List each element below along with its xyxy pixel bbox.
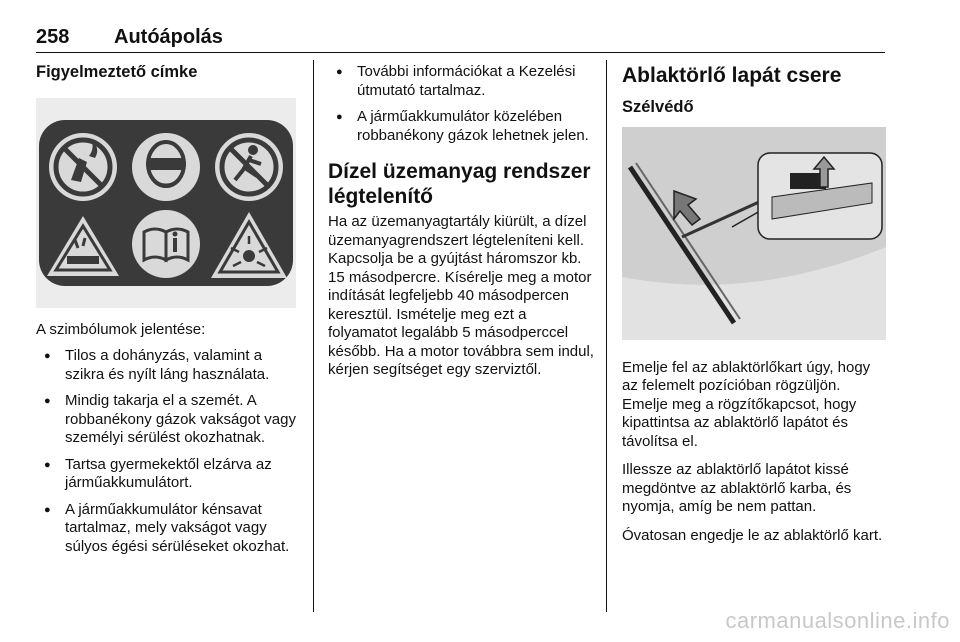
column-2 [328, 63, 594, 380]
windshield-subheading: Szélvédő [622, 98, 694, 116]
symbols-list [36, 347, 304, 556]
wiper-blade-illustration [622, 127, 886, 340]
section-title: Autóápolás [114, 26, 223, 48]
symbols-intro: A szimbólumok jelentése: [36, 320, 206, 338]
read-manual-icon [132, 210, 200, 278]
info-list [328, 63, 594, 145]
keep-away-from-children-icon [215, 133, 283, 201]
wiper-step-2: Illessze az ablaktörlő lapátot kissé megdöntve az ablaktörlő karba, és nyomja, amíg be nem pattan. [622, 461, 852, 515]
diesel-section-body: Ha az üzemanyagtartály kiürült, a dízel üzemanyagrendszert légteleníteni kell. Kapcsolja be a gyújtást háromszor kb. 15 másodpercre. Kísérelje meg a motor indítását legfeljebb 40 másodpercen keresztül. Ismételje meg ezt a folyamatot legalább 5 másodperccel később. Ha a motor továbbra sem indul, kérjen segítséget egy szerviztől. [328, 213, 594, 378]
list-item: ● További információkat a Kezelési útmutató tartalmaz. [328, 63, 594, 100]
eye-protection-icon [132, 133, 200, 201]
column-divider-1 [313, 60, 314, 612]
column-1 [36, 63, 304, 556]
wiper-step-3: Óvatosan engedje le az ablaktörlő kart. [622, 526, 883, 544]
wiper-section-heading: Ablaktörlő lapát csere [622, 64, 842, 87]
column-3 [622, 63, 888, 545]
list-item: ● Tartsa gyermekektől elzárva az járműakkumulátort. [36, 456, 304, 493]
list-item: ● Mindig takarja el a szemét. A robbanékony gázok vakságot vagy személyi sérülést okozhatnak. [36, 392, 304, 448]
no-smoking-no-flame-icon [49, 133, 117, 201]
watermark: carmanualsonline.info [725, 608, 950, 633]
warning-label-sign [39, 120, 293, 286]
list-item: ● Tilos a dohányzás, valamint a szikra és nyílt láng használata. [36, 347, 304, 384]
warning-label-heading: Figyelmeztető címke [36, 63, 198, 81]
diesel-section-heading: Dízel üzemanyag rendszer légtelenítő [328, 160, 591, 208]
wiper-step-1: Emelje fel az ablaktörlőkart úgy, hogy az felemelt pozícióban rögzüljön. Emelje meg a rögzítőkapcsot, hogy kipattintsa az ablaktörlő lapátot és távolítsa el. [622, 358, 871, 450]
warning-label-figure [36, 98, 296, 308]
wiper-blade-figure [622, 127, 886, 340]
column-divider-2 [606, 60, 607, 612]
page-number: 258 [36, 26, 70, 48]
list-item: ● A járműakkumulátor kénsavat tartalmaz, mely vakságot vagy súlyos égési sérüléseket okozhat. [36, 501, 304, 557]
page-header [36, 26, 885, 53]
list-item: ● A járműakkumulátor közelében robbanékony gázok lehetnek jelen. [328, 108, 594, 145]
